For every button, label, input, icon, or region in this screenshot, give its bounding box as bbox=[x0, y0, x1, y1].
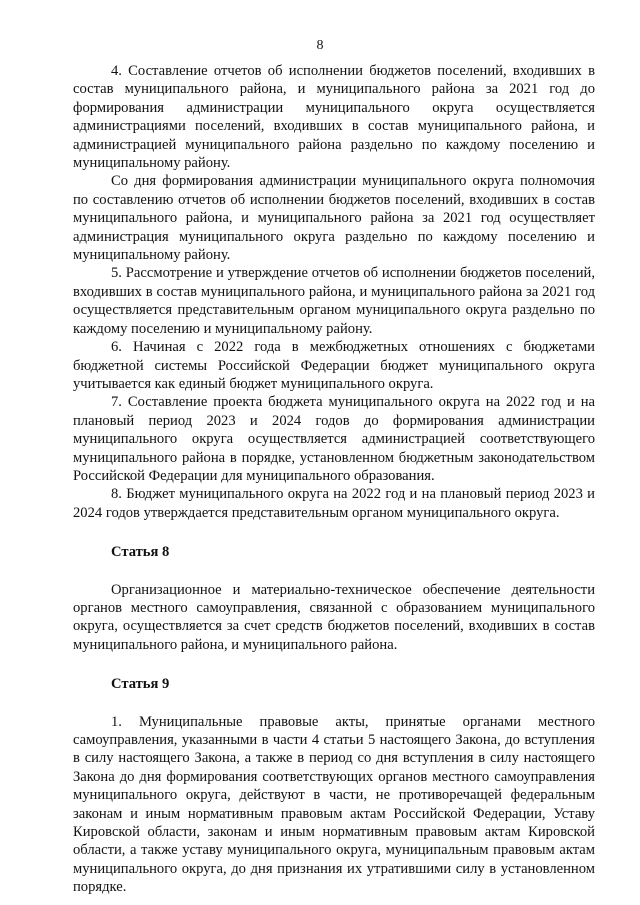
document-body bbox=[73, 62, 595, 897]
paragraph-7: 7. Составление проекта бюджета муниципального округа на 2022 год и на плановый период 2023 и 2024 годов до формирования администрации муниципального округа осуществляется администрацией соответствующего муниципального района в порядке, установленном бюджетным законодательством Российской Федерации для муниципального образования. bbox=[73, 394, 595, 484]
spacer bbox=[73, 522, 595, 543]
article-9-heading: Статья 9 bbox=[111, 676, 170, 693]
paragraph-8: 8. Бюджет муниципального округа на 2022 год и на плановый период 2023 и 2024 годов утверждается представительным органом муниципального округа. bbox=[73, 486, 595, 521]
paragraph-4: 4. Составление отчетов об исполнении бюджетов поселений, входивших в состав муниципального района, и муниципального района за 2021 год до формирования администрации муниципального округа осуществляется администрациями поселений, входивших в состав муниципального района, и администрацией муниципального района раздельно по каждому поселению и муниципальному району. bbox=[73, 63, 595, 172]
paragraph-5: 5. Рассмотрение и утверждение отчетов об исполнении бюджетов поселений, входивших в состав муниципального района, и муниципального района за 2021 год осуществляется представительным органом муниципального округа раздельно по каждому поселению и муниципальному району. bbox=[73, 265, 595, 337]
article-8-paragraph: Организационное и материально-техническое обеспечение деятельности органов местного самоуправления, связанной с образованием муниципального округа, осуществляется за счет средств бюджетов поселений, входивших в состав муниципального района, и муниципального района. bbox=[73, 581, 595, 653]
paragraph-6: 6. Начиная с 2022 года в межбюджетных отношениях с бюджетами бюджетной системы Российской Федерации бюджет муниципального округа учитывается как единый бюджет муниципального округа. bbox=[73, 339, 595, 392]
article-9-paragraph-1: 1. Муниципальные правовые акты, принятые органами местного самоуправления, указанными в части 4 статьи 5 настоящего Закона, до вступления в силу настоящего Закона, а также в период со дня вступления в силу настоящего Закона до дня формирования соответствующих органов местного самоуправления муниципального округа, действуют в части, не противоречащей федеральным законам и иным нормативным правовым актам Российской Федерации, Уставу Кировской области, законам и иным нормативным правовым актам Кировской области, а также уставу муниципального округа, муниципальным правовым актам муниципального округа, до дня признания их утратившими силу в установленном порядке. bbox=[73, 713, 595, 896]
spacer bbox=[73, 654, 595, 675]
spacer bbox=[73, 562, 595, 581]
paragraph-4-continued: Со дня формирования администрации муниципального округа полномочия по составлению отчетов об исполнении бюджетов поселений, входивших в состав муниципального района, и муниципального района за 2021 год осуществляет администрация муниципального округа раздельно по каждому поселению и муниципальному району. bbox=[73, 173, 595, 264]
spacer bbox=[73, 694, 595, 713]
article-8-heading: Статья 8 bbox=[111, 544, 170, 561]
page-number: 8 bbox=[316, 38, 324, 53]
